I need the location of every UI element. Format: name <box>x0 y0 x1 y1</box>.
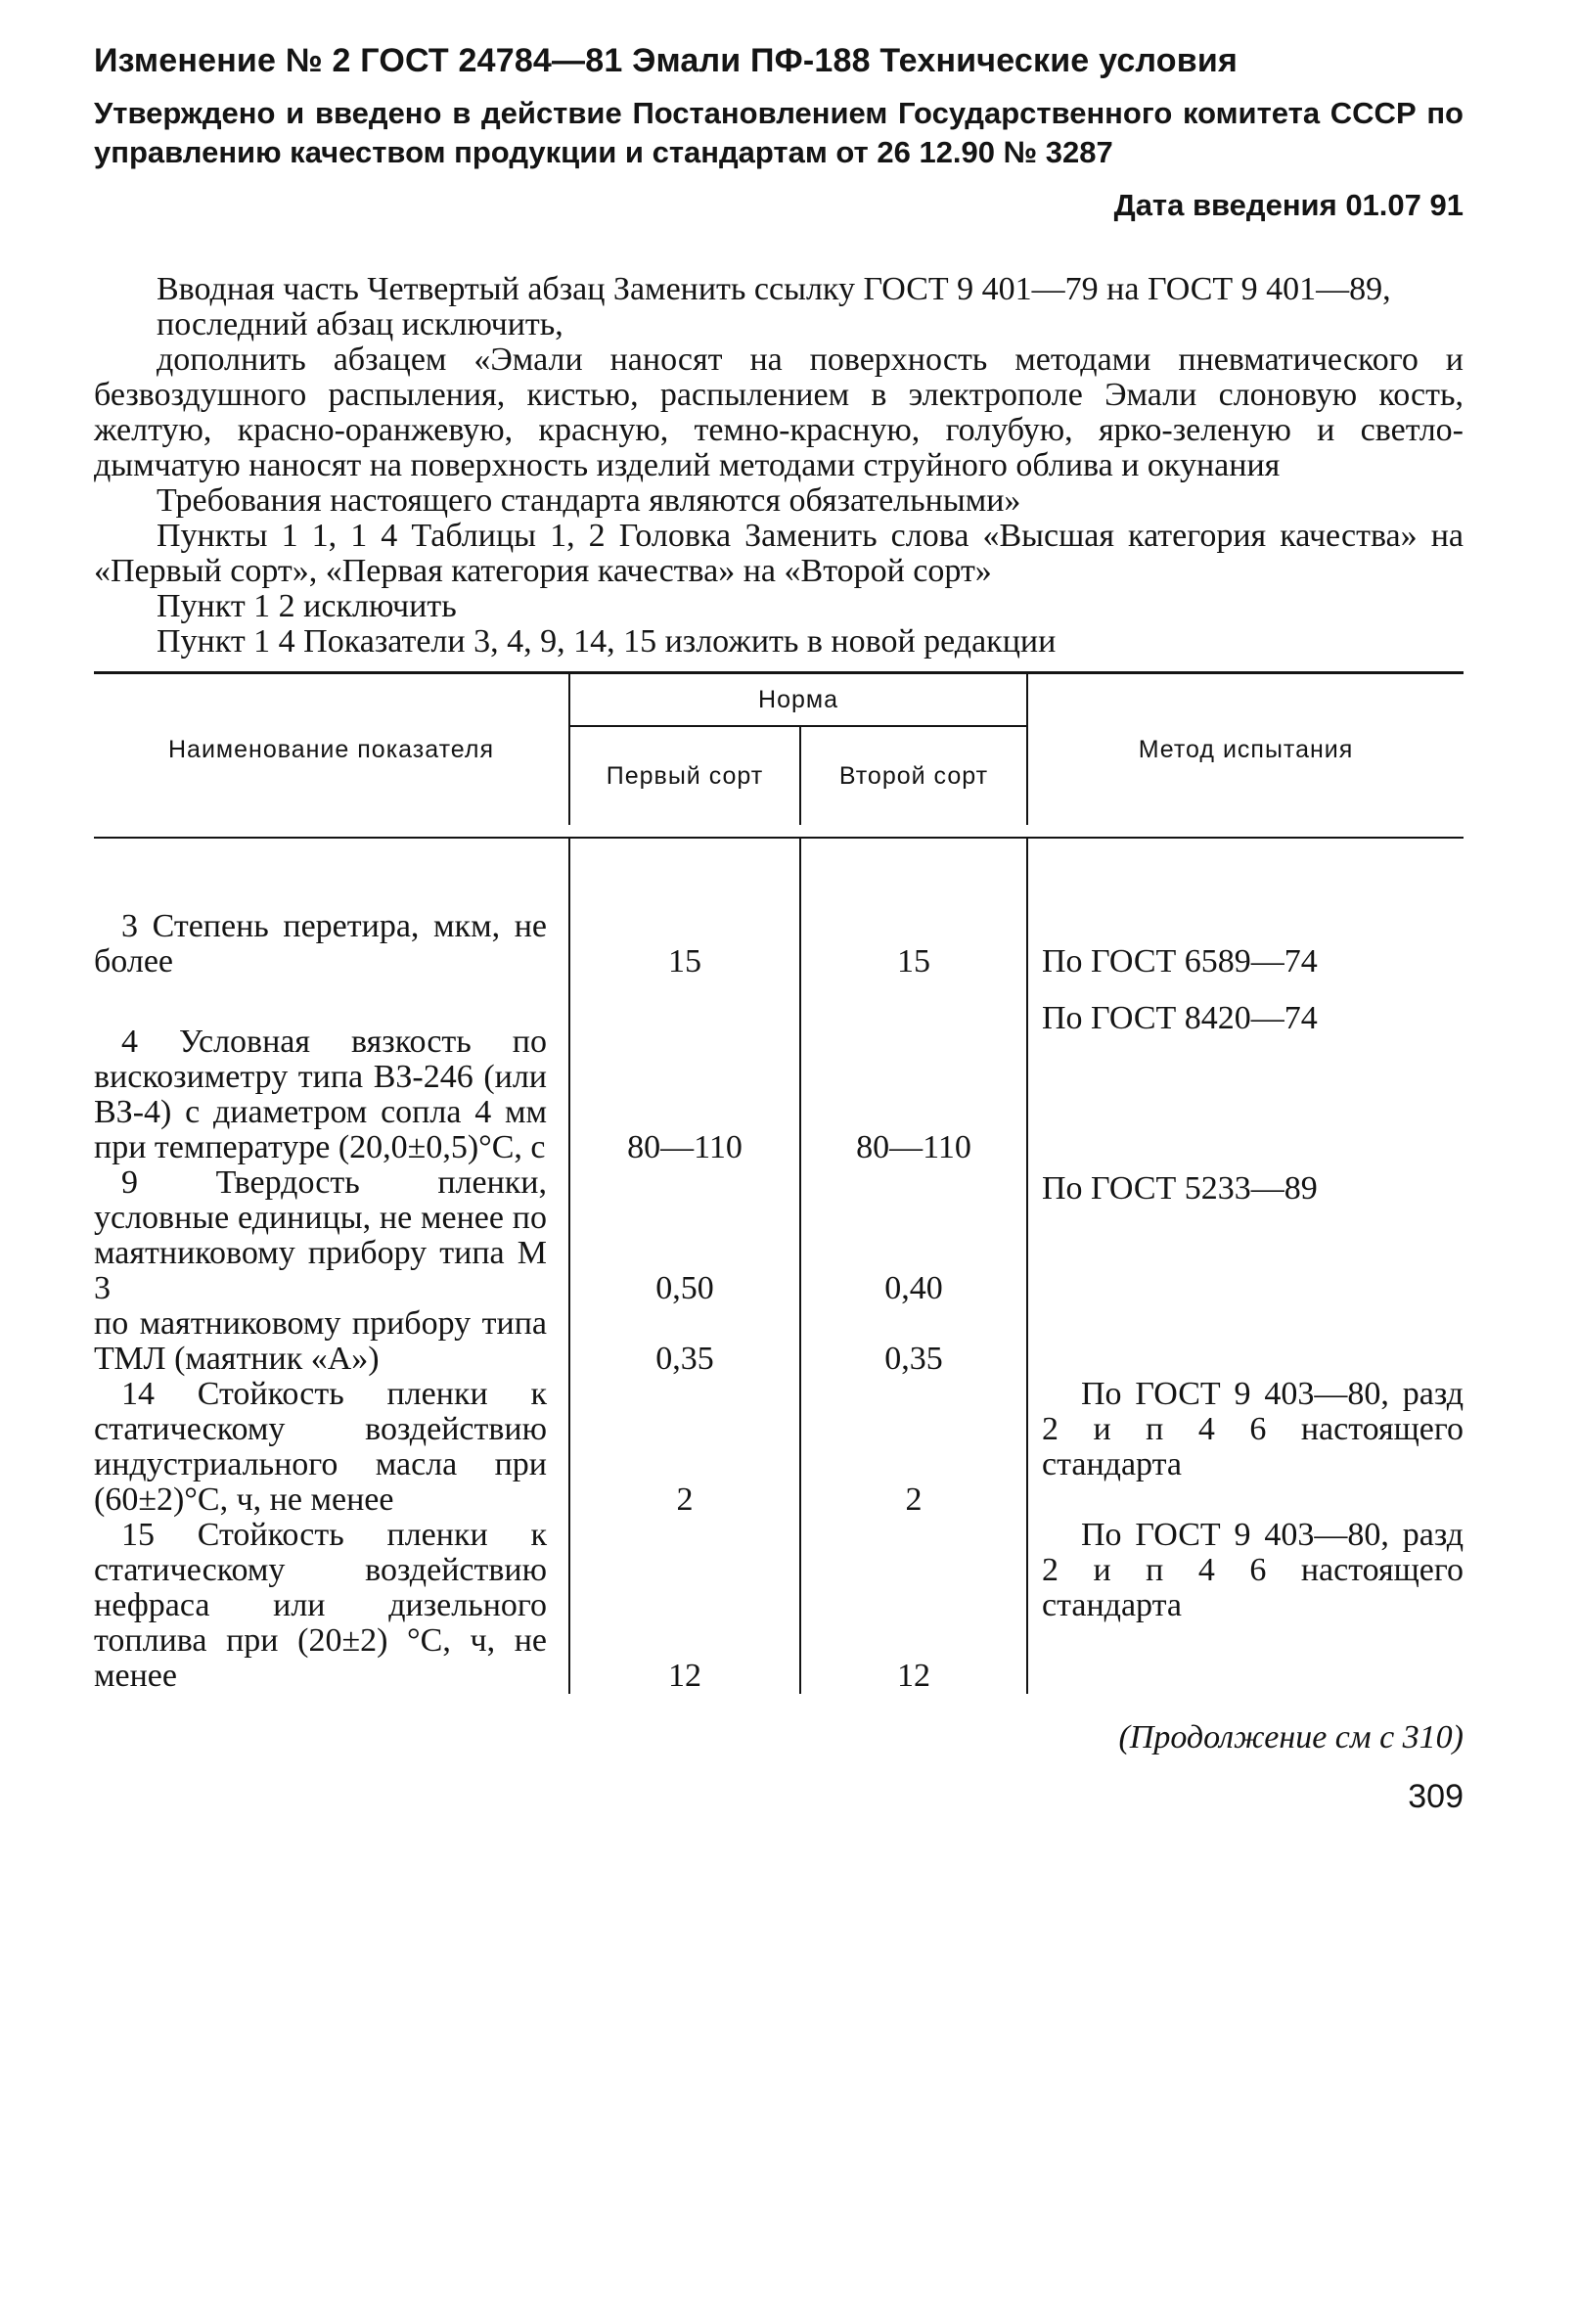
paragraph-item-removed: Пункт 1 2 исключить <box>157 588 457 624</box>
indicator-name: 15 Стойкость пленки к статическому воздействию нефраса или дизельного топлива при (20±2) °С, ч, не менее <box>94 1517 547 1694</box>
amendment-body <box>94 272 1464 660</box>
paragraph-intro-reference: Вводная часть Четвертый абзац Заменить ссылку ГОСТ 9 401—79 на ГОСТ 9 401—89, <box>157 271 1391 307</box>
indicator-name: по маятниковому прибору типа ТМЛ (маятник «А») <box>94 1305 547 1377</box>
second-grade-value: 80—110 <box>856 1129 971 1165</box>
paragraph-add-text: дополнить абзацем «Эмали наносят на поверхность методами пневматического и безвоздушного распыления, кистью, распылением в электрополе Эмали слоновую кость, желтую, красно-оранжевую, красную, темно-красную, голубую, ярко-зеленую и светло-дымчатую наносят на поверхность изделий методами струйного облива и окунания <box>94 342 1464 483</box>
first-grade-value: 2 <box>676 1481 694 1518</box>
first-grade-value: 15 <box>668 943 701 980</box>
header-indicator-name: Наименование показателя <box>168 736 494 763</box>
paragraph-last-removed: последний абзац исключить, <box>157 306 563 342</box>
header-first-grade: Первый сорт <box>569 726 800 825</box>
document-page <box>94 39 1464 1816</box>
approval-statement: Утверждено и введено в действие Постановлением Государственного комитета СССР по управлению качеством продукции и стандартам от 26 12.90 № 3287 <box>94 96 1464 169</box>
first-grade-value: 0,35 <box>655 1341 714 1377</box>
header-test-method: Метод испытания <box>1027 674 1464 825</box>
table-row <box>94 980 1464 1165</box>
test-method: По ГОСТ 9 403—80, разд 2 и п 4 6 настоящего стандарта <box>1042 1376 1464 1482</box>
test-method: По ГОСТ 6589—74 <box>1042 943 1318 980</box>
specification-table <box>94 674 1464 1694</box>
first-grade-value: 12 <box>668 1658 701 1694</box>
second-grade-value: 0,40 <box>884 1270 943 1306</box>
continuation-note: (Продолжение см с 310) <box>1118 1719 1464 1755</box>
second-grade-value: 0,35 <box>884 1341 943 1377</box>
document-title: Изменение № 2 ГОСТ 24784—81 Эмали ПФ-188 Технические условия <box>94 42 1238 79</box>
effective-date: Дата введения 01.07 91 <box>1113 188 1464 222</box>
paragraph-mandatory: Требования настоящего стандарта являются обязательными» <box>157 482 1021 519</box>
header-second-grade: Второй сорт <box>800 726 1027 825</box>
table-row <box>94 1377 1464 1518</box>
test-method: По ГОСТ 8420—74 <box>1042 1000 1318 1036</box>
first-grade-value: 0,50 <box>655 1270 714 1306</box>
second-grade-value: 15 <box>897 943 930 980</box>
indicator-name: 9 Твердость пленки, условные единицы, не менее по маятниковому прибору типа М 3 <box>94 1164 547 1306</box>
table-row <box>94 1165 1464 1306</box>
indicator-name: 14 Стойкость пленки к статическому воздействию индустриального масла при (60±2)°С, ч, не менее <box>94 1376 547 1518</box>
page-number: 309 <box>1408 1778 1464 1815</box>
header-norm: Норма <box>569 674 1027 726</box>
indicator-name: 4 Условная вязкость по вискозиметру типа ВЗ-246 (или ВЗ-4) с диаметром сопла 4 мм при температуре (20,0±0,5)°С, с <box>94 1024 547 1165</box>
test-method: По ГОСТ 5233—89 <box>1042 1170 1318 1207</box>
first-grade-value: 80—110 <box>627 1129 743 1165</box>
test-method: По ГОСТ 9 403—80, разд 2 и п 4 6 настоящего стандарта <box>1042 1517 1464 1623</box>
second-grade-value: 2 <box>905 1481 923 1518</box>
indicator-name: 3 Степень перетира, мкм, не более <box>94 908 547 980</box>
table-row <box>94 838 1464 980</box>
paragraph-new-edition: Пункт 1 4 Показатели 3, 4, 9, 14, 15 изложить в новой редакции <box>157 623 1057 660</box>
second-grade-value: 12 <box>897 1658 930 1694</box>
table-row <box>94 1518 1464 1694</box>
paragraph-replace-words: Пункты 1 1, 1 4 Таблицы 1, 2 Головка Заменить слова «Высшая категория качества» на «Первый сорт», «Первая категория качества» на «Второй сорт» <box>94 518 1464 589</box>
table-row <box>94 1306 1464 1377</box>
